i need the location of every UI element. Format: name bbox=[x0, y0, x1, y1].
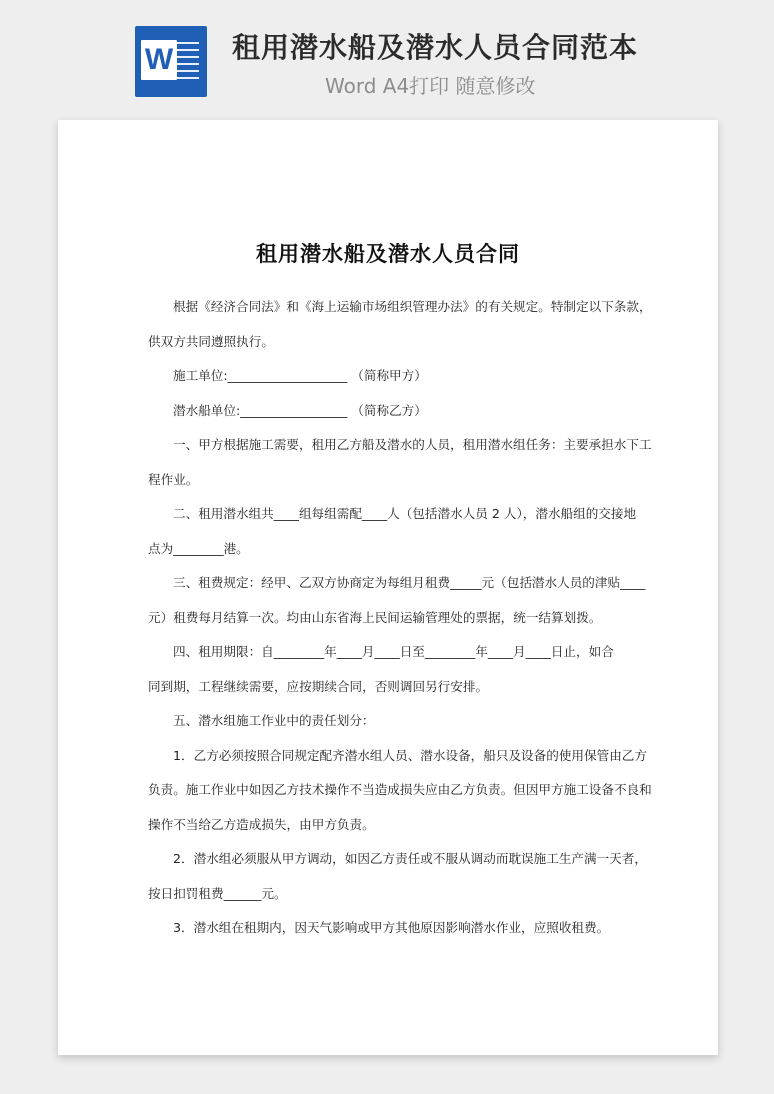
document-line: 五、潜水组施工作业中的责任划分： bbox=[173, 713, 375, 728]
document-line: 施工单位:___________________ （简称甲方） bbox=[173, 368, 427, 383]
document-line: 2．潜水组必须服从甲方调动，如因乙方责任或不服从调动而耽误施工生产满一天者， bbox=[173, 851, 647, 866]
document-body bbox=[148, 290, 652, 946]
document-line: 点为________港。 bbox=[148, 540, 249, 556]
document-line: 1．乙方必须按照合同规定配齐潜水组人员、潜水设备，船只及设备的使用保管由乙方 bbox=[173, 747, 647, 763]
document-page bbox=[58, 120, 718, 1055]
document-line: 根据《经济合同法》和《海上运输市场组织管理办法》的有关规定。特制定以下条款， bbox=[173, 299, 652, 314]
document-line: 元）租费每月结算一次。均由山东省海上民间运输管理处的票据，统一结算划拨。 bbox=[148, 609, 602, 625]
document-line: 四、租用期限：自________年____月____日至________年____月____日止，如合 bbox=[173, 644, 614, 659]
document-line: 二、租用潜水组共____组每组需配____人（包括潜水人员 2 人），潜水船组的交接地 bbox=[173, 506, 637, 521]
document-line: 同到期，工程继续需要，应按期续合同，否则调回另行安排。 bbox=[148, 678, 489, 694]
document-line: 按日扣罚租费______元。 bbox=[148, 885, 287, 901]
document-title: 租用潜水船及潜水人员合同 bbox=[256, 242, 520, 266]
word-icon bbox=[135, 26, 207, 97]
document-line: 一、甲方根据施工需要，租用乙方船及潜水的人员，租用潜水组任务：主要承担水下工 bbox=[173, 437, 652, 452]
word-icon-letter: W bbox=[141, 40, 177, 80]
document-line: 操作不当给乙方造成损失，由甲方负责。 bbox=[148, 816, 375, 832]
document-line: 三、租费规定：经甲、乙双方协商定为每组月租费_____元（包括潜水人员的津贴____ bbox=[173, 575, 646, 590]
document-line: 3．潜水组在租期内，因天气影响或甲方其他原因影响潜水作业，应照收租费。 bbox=[173, 920, 610, 935]
document-line: 潜水船单位:_________________ （简称乙方） bbox=[173, 402, 427, 418]
document-line: 负责。施工作业中如因乙方技术操作不当造成损失应由乙方负责。但因甲方施工设备不良和 bbox=[148, 782, 652, 797]
document-line: 供双方共同遵照执行。 bbox=[148, 333, 274, 349]
page-subtitle: Word A4打印 随意修改 bbox=[325, 74, 536, 98]
word-icon-lines bbox=[177, 42, 199, 84]
page-title: 租用潜水船及潜水人员合同范本 bbox=[232, 31, 639, 64]
page-header bbox=[0, 0, 774, 115]
document-line: 程作业。 bbox=[148, 471, 199, 487]
